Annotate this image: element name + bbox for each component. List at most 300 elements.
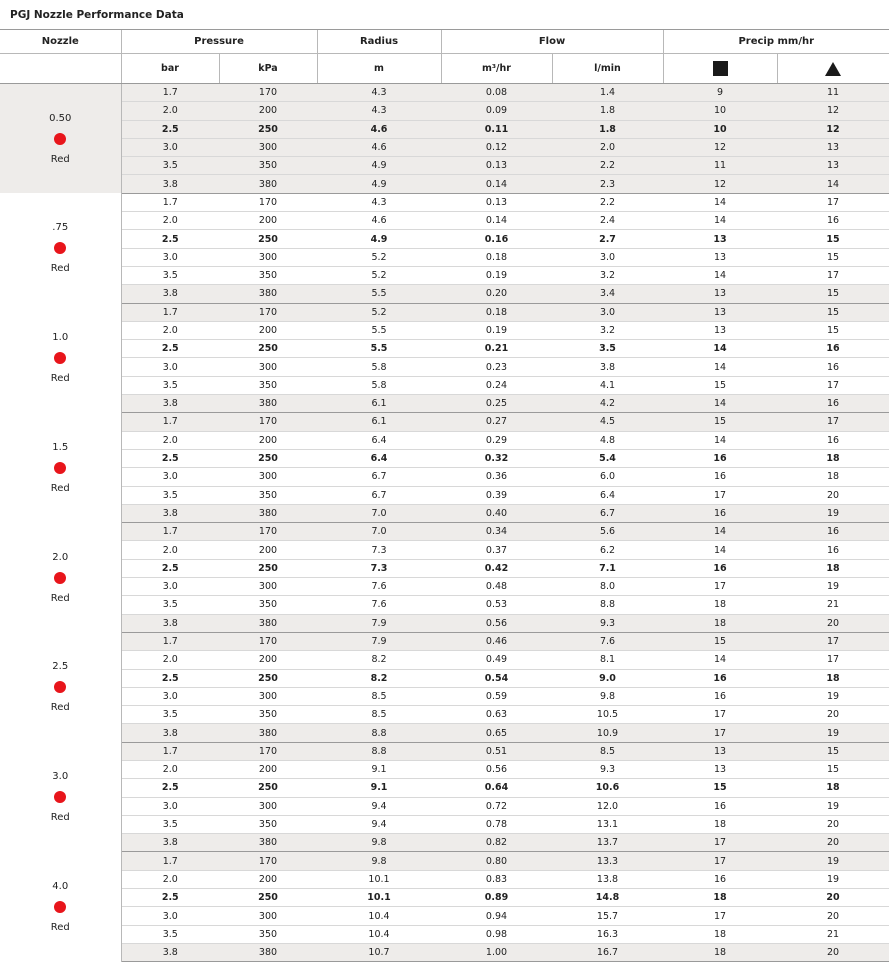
cell-kpa: 300 xyxy=(219,248,317,266)
table-row xyxy=(0,943,889,961)
cell-radius-m: 5.5 xyxy=(317,321,441,339)
triangle-spacing-icon xyxy=(825,62,841,76)
cell-precip-square: 15 xyxy=(663,376,777,394)
cell-kpa: 300 xyxy=(219,797,317,815)
cell-kpa: 380 xyxy=(219,724,317,742)
cell-flow-lmin: 3.0 xyxy=(552,303,663,321)
cell-precip-triangle: 19 xyxy=(777,578,889,596)
cell-flow-lmin: 2.0 xyxy=(552,138,663,156)
cell-bar: 3.0 xyxy=(121,797,219,815)
table-row xyxy=(0,138,889,156)
cell-flow-m3hr: 0.16 xyxy=(441,230,552,248)
cell-flow-m3hr: 0.63 xyxy=(441,706,552,724)
cell-precip-triangle: 15 xyxy=(777,742,889,760)
cell-kpa: 300 xyxy=(219,138,317,156)
cell-flow-m3hr: 0.37 xyxy=(441,541,552,559)
cell-radius-m: 6.7 xyxy=(317,468,441,486)
cell-flow-m3hr: 0.89 xyxy=(441,889,552,907)
cell-precip-triangle: 17 xyxy=(777,651,889,669)
cell-precip-square: 13 xyxy=(663,760,777,778)
table-row xyxy=(0,523,889,541)
cell-flow-lmin: 7.1 xyxy=(552,559,663,577)
cell-bar: 3.8 xyxy=(121,834,219,852)
cell-precip-square: 16 xyxy=(663,870,777,888)
cell-flow-m3hr: 0.59 xyxy=(441,687,552,705)
cell-radius-m: 9.8 xyxy=(317,834,441,852)
table-row xyxy=(0,742,889,760)
cell-precip-triangle: 15 xyxy=(777,760,889,778)
table-row xyxy=(0,212,889,230)
cell-kpa: 250 xyxy=(219,230,317,248)
cell-precip-square: 14 xyxy=(663,651,777,669)
table-row xyxy=(0,486,889,504)
cell-flow-m3hr: 0.39 xyxy=(441,486,552,504)
table-row xyxy=(0,779,889,797)
unit-square xyxy=(663,54,777,84)
cell-precip-triangle: 20 xyxy=(777,486,889,504)
cell-kpa: 380 xyxy=(219,943,317,961)
cell-flow-lmin: 4.1 xyxy=(552,376,663,394)
table-row xyxy=(0,248,889,266)
cell-precip-triangle: 15 xyxy=(777,321,889,339)
cell-bar: 2.0 xyxy=(121,870,219,888)
cell-flow-m3hr: 0.11 xyxy=(441,120,552,138)
cell-precip-triangle: 15 xyxy=(777,303,889,321)
cell-kpa: 380 xyxy=(219,285,317,303)
cell-flow-lmin: 9.3 xyxy=(552,760,663,778)
table-row xyxy=(0,815,889,833)
cell-kpa: 250 xyxy=(219,559,317,577)
unit-m3hr: m³/hr xyxy=(441,54,552,84)
cell-radius-m: 7.0 xyxy=(317,523,441,541)
nozzle-size: 1.0 xyxy=(52,331,69,343)
cell-flow-lmin: 13.7 xyxy=(552,834,663,852)
cell-flow-lmin: 2.2 xyxy=(552,193,663,211)
cell-bar: 3.0 xyxy=(121,578,219,596)
cell-radius-m: 10.1 xyxy=(317,870,441,888)
cell-radius-m: 7.3 xyxy=(317,541,441,559)
cell-kpa: 350 xyxy=(219,596,317,614)
cell-precip-square: 14 xyxy=(663,266,777,284)
cell-precip-square: 16 xyxy=(663,559,777,577)
cell-precip-triangle: 18 xyxy=(777,669,889,687)
cell-flow-m3hr: 0.36 xyxy=(441,468,552,486)
table-row xyxy=(0,157,889,175)
cell-kpa: 250 xyxy=(219,779,317,797)
cell-flow-m3hr: 0.09 xyxy=(441,102,552,120)
cell-flow-m3hr: 0.82 xyxy=(441,834,552,852)
cell-flow-lmin: 8.5 xyxy=(552,742,663,760)
cell-precip-triangle: 19 xyxy=(777,687,889,705)
cell-bar: 3.5 xyxy=(121,266,219,284)
nozzle-cell xyxy=(0,303,121,413)
unit-triangle xyxy=(777,54,889,84)
cell-flow-m3hr: 0.20 xyxy=(441,285,552,303)
cell-radius-m: 9.4 xyxy=(317,797,441,815)
cell-radius-m: 7.6 xyxy=(317,596,441,614)
cell-flow-lmin: 2.7 xyxy=(552,230,663,248)
cell-flow-lmin: 8.1 xyxy=(552,651,663,669)
cell-radius-m: 4.3 xyxy=(317,102,441,120)
cell-precip-square: 13 xyxy=(663,303,777,321)
table-row xyxy=(0,669,889,687)
cell-bar: 1.7 xyxy=(121,852,219,870)
cell-kpa: 350 xyxy=(219,376,317,394)
cell-radius-m: 8.8 xyxy=(317,742,441,760)
cell-precip-square: 14 xyxy=(663,340,777,358)
table-row xyxy=(0,834,889,852)
cell-radius-m: 7.0 xyxy=(317,504,441,522)
cell-bar: 3.5 xyxy=(121,486,219,504)
cell-precip-triangle: 13 xyxy=(777,157,889,175)
cell-precip-square: 11 xyxy=(663,157,777,175)
cell-kpa: 200 xyxy=(219,321,317,339)
nozzle-cell xyxy=(0,742,121,852)
cell-flow-lmin: 2.2 xyxy=(552,157,663,175)
red-dot-icon xyxy=(54,791,66,803)
table-row xyxy=(0,321,889,339)
cell-precip-triangle: 19 xyxy=(777,504,889,522)
cell-flow-lmin: 3.5 xyxy=(552,340,663,358)
nozzle-size: .75 xyxy=(52,222,69,234)
cell-kpa: 200 xyxy=(219,431,317,449)
cell-flow-m3hr: 0.27 xyxy=(441,413,552,431)
cell-flow-lmin: 5.6 xyxy=(552,523,663,541)
cell-kpa: 200 xyxy=(219,212,317,230)
cell-radius-m: 8.5 xyxy=(317,706,441,724)
cell-precip-triangle: 19 xyxy=(777,870,889,888)
cell-bar: 3.5 xyxy=(121,376,219,394)
cell-bar: 3.8 xyxy=(121,395,219,413)
cell-bar: 2.0 xyxy=(121,212,219,230)
cell-radius-m: 4.3 xyxy=(317,84,441,102)
cell-radius-m: 5.2 xyxy=(317,266,441,284)
cell-radius-m: 6.7 xyxy=(317,486,441,504)
cell-precip-square: 17 xyxy=(663,907,777,925)
red-dot-icon xyxy=(54,572,66,584)
cell-bar: 3.5 xyxy=(121,706,219,724)
cell-flow-lmin: 2.3 xyxy=(552,175,663,193)
cell-kpa: 200 xyxy=(219,870,317,888)
cell-flow-lmin: 6.4 xyxy=(552,486,663,504)
cell-precip-square: 17 xyxy=(663,706,777,724)
cell-radius-m: 10.4 xyxy=(317,925,441,943)
table-row xyxy=(0,504,889,522)
cell-precip-square: 18 xyxy=(663,889,777,907)
cell-precip-triangle: 16 xyxy=(777,340,889,358)
cell-bar: 2.5 xyxy=(121,559,219,577)
cell-bar: 2.5 xyxy=(121,889,219,907)
unit-lmin: l/min xyxy=(552,54,663,84)
cell-kpa: 300 xyxy=(219,907,317,925)
cell-flow-lmin: 13.1 xyxy=(552,815,663,833)
table-row xyxy=(0,303,889,321)
header-radius: Radius xyxy=(317,30,441,54)
unit-m: m xyxy=(317,54,441,84)
cell-precip-square: 17 xyxy=(663,852,777,870)
cell-flow-m3hr: 0.53 xyxy=(441,596,552,614)
cell-kpa: 380 xyxy=(219,504,317,522)
cell-precip-square: 18 xyxy=(663,815,777,833)
cell-precip-triangle: 20 xyxy=(777,614,889,632)
cell-flow-lmin: 6.2 xyxy=(552,541,663,559)
cell-kpa: 170 xyxy=(219,742,317,760)
cell-precip-triangle: 15 xyxy=(777,248,889,266)
cell-radius-m: 6.1 xyxy=(317,413,441,431)
cell-flow-lmin: 3.4 xyxy=(552,285,663,303)
table-row xyxy=(0,358,889,376)
cell-bar: 2.0 xyxy=(121,321,219,339)
cell-flow-lmin: 9.8 xyxy=(552,687,663,705)
cell-radius-m: 9.4 xyxy=(317,815,441,833)
red-dot-icon xyxy=(54,462,66,474)
cell-precip-triangle: 16 xyxy=(777,358,889,376)
cell-flow-m3hr: 0.49 xyxy=(441,651,552,669)
cell-precip-square: 18 xyxy=(663,596,777,614)
cell-flow-m3hr: 0.42 xyxy=(441,559,552,577)
cell-bar: 2.5 xyxy=(121,669,219,687)
cell-radius-m: 6.4 xyxy=(317,449,441,467)
cell-precip-triangle: 18 xyxy=(777,559,889,577)
cell-kpa: 250 xyxy=(219,889,317,907)
cell-radius-m: 4.9 xyxy=(317,157,441,175)
cell-bar: 3.5 xyxy=(121,815,219,833)
cell-kpa: 380 xyxy=(219,395,317,413)
red-dot-icon xyxy=(54,681,66,693)
cell-radius-m: 8.2 xyxy=(317,669,441,687)
cell-flow-lmin: 3.2 xyxy=(552,321,663,339)
cell-bar: 1.7 xyxy=(121,193,219,211)
table-row xyxy=(0,578,889,596)
cell-radius-m: 8.5 xyxy=(317,687,441,705)
cell-precip-square: 17 xyxy=(663,834,777,852)
cell-kpa: 250 xyxy=(219,669,317,687)
table-row xyxy=(0,596,889,614)
nozzle-color-label: Red xyxy=(50,263,70,275)
cell-bar: 1.7 xyxy=(121,632,219,650)
table-row xyxy=(0,413,889,431)
cell-precip-square: 12 xyxy=(663,138,777,156)
cell-radius-m: 7.9 xyxy=(317,614,441,632)
cell-flow-lmin: 16.7 xyxy=(552,943,663,961)
nozzle-size: 1.5 xyxy=(52,441,69,453)
cell-precip-square: 13 xyxy=(663,321,777,339)
cell-precip-triangle: 12 xyxy=(777,120,889,138)
cell-radius-m: 4.9 xyxy=(317,175,441,193)
red-dot-icon xyxy=(54,242,66,254)
cell-flow-lmin: 10.6 xyxy=(552,779,663,797)
cell-flow-m3hr: 0.08 xyxy=(441,84,552,102)
cell-flow-lmin: 3.2 xyxy=(552,266,663,284)
cell-kpa: 250 xyxy=(219,449,317,467)
cell-flow-lmin: 9.0 xyxy=(552,669,663,687)
cell-flow-m3hr: 0.40 xyxy=(441,504,552,522)
cell-precip-square: 10 xyxy=(663,120,777,138)
cell-flow-m3hr: 0.78 xyxy=(441,815,552,833)
table-row xyxy=(0,395,889,413)
cell-flow-lmin: 4.5 xyxy=(552,413,663,431)
cell-radius-m: 10.7 xyxy=(317,943,441,961)
cell-radius-m: 5.2 xyxy=(317,303,441,321)
cell-kpa: 350 xyxy=(219,266,317,284)
nozzle-cell xyxy=(0,413,121,523)
cell-bar: 1.7 xyxy=(121,413,219,431)
nozzle-size: 2.5 xyxy=(52,661,69,673)
cell-bar: 3.8 xyxy=(121,175,219,193)
table-row xyxy=(0,797,889,815)
cell-precip-triangle: 11 xyxy=(777,84,889,102)
cell-bar: 3.0 xyxy=(121,907,219,925)
cell-bar: 3.0 xyxy=(121,358,219,376)
cell-flow-m3hr: 0.12 xyxy=(441,138,552,156)
cell-precip-triangle: 20 xyxy=(777,706,889,724)
cell-kpa: 350 xyxy=(219,157,317,175)
nozzle-color-label: Red xyxy=(50,702,70,714)
cell-bar: 3.8 xyxy=(121,724,219,742)
cell-kpa: 350 xyxy=(219,815,317,833)
cell-kpa: 300 xyxy=(219,687,317,705)
header-nozzle: Nozzle xyxy=(0,30,121,54)
table-row xyxy=(0,340,889,358)
cell-flow-lmin: 1.8 xyxy=(552,102,663,120)
cell-flow-m3hr: 0.18 xyxy=(441,248,552,266)
nozzle-cell xyxy=(0,84,121,194)
cell-flow-lmin: 9.3 xyxy=(552,614,663,632)
cell-bar: 2.0 xyxy=(121,102,219,120)
cell-flow-m3hr: 0.83 xyxy=(441,870,552,888)
cell-flow-lmin: 10.5 xyxy=(552,706,663,724)
cell-precip-triangle: 13 xyxy=(777,138,889,156)
cell-flow-m3hr: 0.56 xyxy=(441,760,552,778)
cell-precip-square: 13 xyxy=(663,248,777,266)
cell-bar: 2.5 xyxy=(121,779,219,797)
cell-radius-m: 10.4 xyxy=(317,907,441,925)
cell-precip-square: 13 xyxy=(663,285,777,303)
cell-flow-m3hr: 0.46 xyxy=(441,632,552,650)
cell-flow-m3hr: 0.94 xyxy=(441,907,552,925)
cell-bar: 3.8 xyxy=(121,504,219,522)
cell-precip-triangle: 16 xyxy=(777,431,889,449)
cell-precip-triangle: 16 xyxy=(777,395,889,413)
cell-flow-lmin: 6.0 xyxy=(552,468,663,486)
cell-bar: 2.5 xyxy=(121,120,219,138)
cell-flow-lmin: 16.3 xyxy=(552,925,663,943)
cell-precip-triangle: 17 xyxy=(777,193,889,211)
nozzle-cell xyxy=(0,852,121,962)
cell-bar: 1.7 xyxy=(121,523,219,541)
cell-kpa: 170 xyxy=(219,303,317,321)
cell-precip-triangle: 18 xyxy=(777,779,889,797)
header-pressure: Pressure xyxy=(121,30,317,54)
cell-precip-square: 16 xyxy=(663,504,777,522)
cell-precip-triangle: 20 xyxy=(777,834,889,852)
table-row xyxy=(0,907,889,925)
cell-precip-square: 17 xyxy=(663,578,777,596)
nozzle-color-label: Red xyxy=(50,592,70,604)
table-row xyxy=(0,760,889,778)
table-row xyxy=(0,541,889,559)
cell-radius-m: 10.1 xyxy=(317,889,441,907)
unit-bar: bar xyxy=(121,54,219,84)
cell-flow-m3hr: 0.98 xyxy=(441,925,552,943)
nozzle-size: 4.0 xyxy=(52,880,69,892)
cell-bar: 2.0 xyxy=(121,651,219,669)
cell-flow-m3hr: 0.34 xyxy=(441,523,552,541)
nozzle-color-label: Red xyxy=(50,482,70,494)
cell-flow-m3hr: 0.13 xyxy=(441,157,552,175)
header-flow: Flow xyxy=(441,30,663,54)
nozzle-color-label: Red xyxy=(50,153,70,165)
cell-kpa: 170 xyxy=(219,84,317,102)
cell-flow-lmin: 8.8 xyxy=(552,596,663,614)
cell-radius-m: 4.9 xyxy=(317,230,441,248)
cell-precip-triangle: 20 xyxy=(777,907,889,925)
table-row xyxy=(0,266,889,284)
cell-precip-square: 16 xyxy=(663,449,777,467)
cell-precip-triangle: 18 xyxy=(777,449,889,467)
cell-bar: 2.5 xyxy=(121,230,219,248)
cell-precip-square: 17 xyxy=(663,724,777,742)
cell-radius-m: 6.4 xyxy=(317,431,441,449)
table-row xyxy=(0,102,889,120)
table-row xyxy=(0,559,889,577)
cell-precip-square: 15 xyxy=(663,413,777,431)
cell-flow-m3hr: 0.48 xyxy=(441,578,552,596)
cell-radius-m: 7.9 xyxy=(317,632,441,650)
cell-flow-m3hr: 0.19 xyxy=(441,321,552,339)
cell-flow-m3hr: 0.64 xyxy=(441,779,552,797)
cell-precip-triangle: 19 xyxy=(777,797,889,815)
cell-bar: 3.0 xyxy=(121,687,219,705)
cell-precip-triangle: 17 xyxy=(777,413,889,431)
cell-kpa: 170 xyxy=(219,193,317,211)
cell-radius-m: 5.8 xyxy=(317,376,441,394)
table-row xyxy=(0,852,889,870)
cell-precip-square: 16 xyxy=(663,669,777,687)
cell-precip-triangle: 17 xyxy=(777,632,889,650)
cell-flow-m3hr: 0.21 xyxy=(441,340,552,358)
table-row xyxy=(0,925,889,943)
nozzle-size: 2.0 xyxy=(52,551,69,563)
table-row xyxy=(0,870,889,888)
cell-kpa: 200 xyxy=(219,102,317,120)
cell-precip-square: 17 xyxy=(663,486,777,504)
cell-kpa: 170 xyxy=(219,852,317,870)
cell-flow-lmin: 8.0 xyxy=(552,578,663,596)
cell-precip-square: 15 xyxy=(663,632,777,650)
cell-precip-triangle: 16 xyxy=(777,212,889,230)
cell-bar: 3.5 xyxy=(121,925,219,943)
cell-radius-m: 5.2 xyxy=(317,248,441,266)
red-dot-icon xyxy=(54,901,66,913)
cell-precip-triangle: 20 xyxy=(777,815,889,833)
red-dot-icon xyxy=(54,352,66,364)
table-row xyxy=(0,724,889,742)
cell-bar: 2.0 xyxy=(121,541,219,559)
cell-flow-m3hr: 0.19 xyxy=(441,266,552,284)
page-title: PGJ Nozzle Performance Data xyxy=(0,0,889,30)
cell-bar: 3.5 xyxy=(121,157,219,175)
table-row xyxy=(0,120,889,138)
cell-precip-square: 18 xyxy=(663,614,777,632)
cell-bar: 3.0 xyxy=(121,248,219,266)
table-row xyxy=(0,687,889,705)
cell-precip-square: 14 xyxy=(663,358,777,376)
cell-bar: 1.7 xyxy=(121,84,219,102)
cell-precip-triangle: 21 xyxy=(777,925,889,943)
cell-radius-m: 9.1 xyxy=(317,779,441,797)
nozzle-size: 3.0 xyxy=(52,771,69,783)
